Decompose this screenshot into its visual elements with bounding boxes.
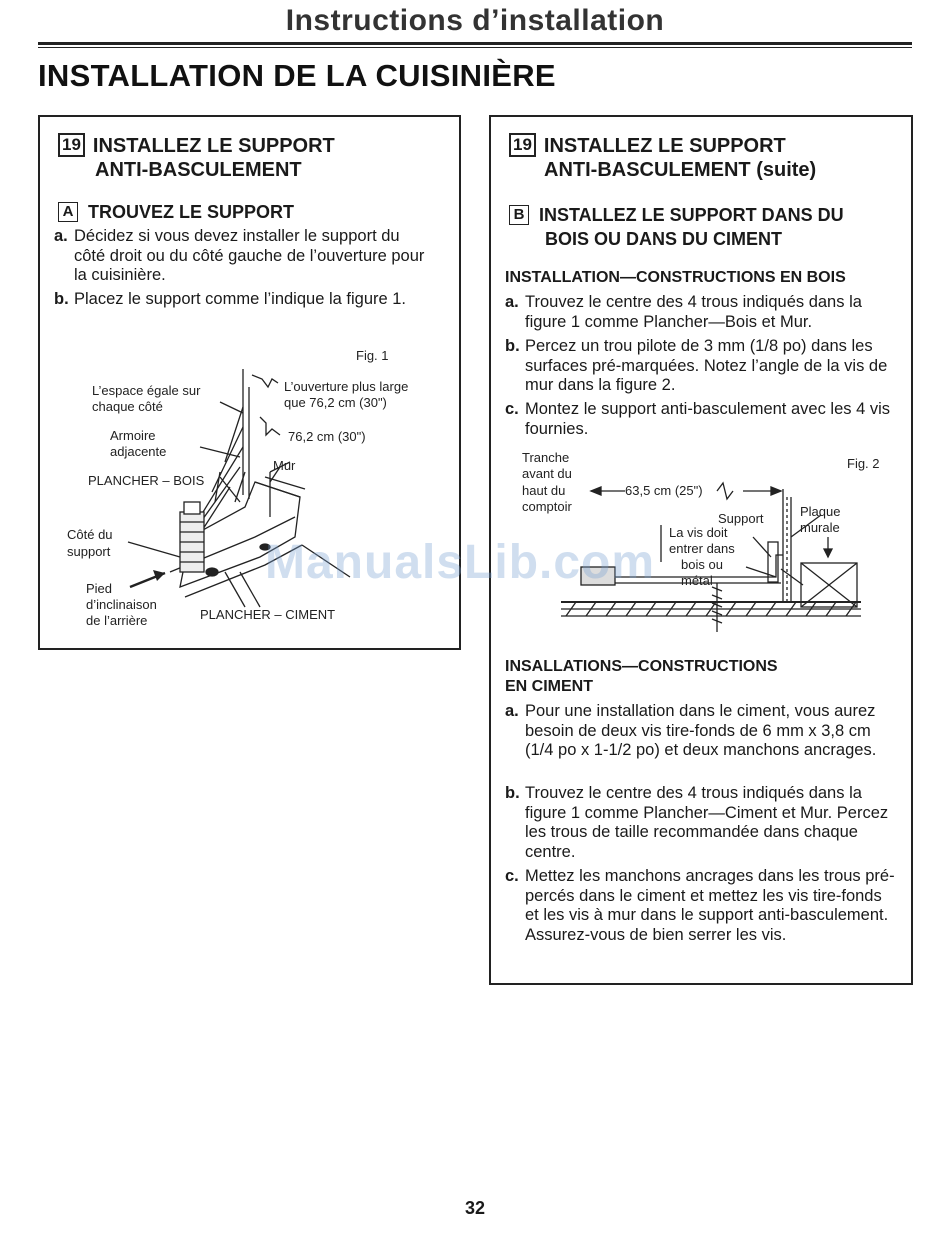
sub-heading-b-2: BOIS OU DANS DU CIMENT [545, 229, 783, 249]
fig1-label: 76,2 cm (30") [288, 429, 366, 444]
bois-heading: INSTALLATION—CONSTRUCTIONS EN BOIS [505, 269, 846, 286]
fig2-label: Plaque [800, 504, 841, 519]
heading-line: INSTALLEZ LE SUPPORT [92, 135, 335, 157]
list-item [505, 784, 897, 862]
item-text: Trouvez le centre des 4 trous indiqués dans la figure 1 comme Plancher—Bois et Mur. [525, 293, 862, 331]
header-rule [38, 42, 912, 45]
fig2-label: murale [800, 520, 840, 535]
fig1-label: PLANCHER – BOIS [88, 473, 205, 488]
sub-heading-text: INSTALLEZ LE SUPPORT DANS DU [539, 205, 844, 225]
left-step-heading-2: ANTI-BASCULEMENT [95, 159, 302, 181]
page-number: 32 [464, 1198, 486, 1218]
fig1-label: L’ouverture plus large [284, 379, 409, 394]
step-number: 19 [58, 133, 85, 157]
fig2-label: Support [718, 511, 764, 526]
ciment-heading: INSALLATIONS—CONSTRUCTIONS [505, 658, 778, 675]
item-text: Mettez les manchons ancrages dans les trous pré-percés dans le ciment et mettez les vis tire-fonds et les vis à mur dans le support anti-basculement. Assurez-vous de bien serrer les vis. [525, 867, 895, 944]
fig1-label: Armoire [110, 428, 156, 443]
fig2-label: entrer dans [669, 541, 735, 556]
fig1-label: adjacente [110, 444, 167, 459]
step-number: 19 [509, 133, 536, 157]
watermark: ManualsLib.com [265, 536, 656, 589]
fig1-label: Pied [86, 581, 113, 596]
fig1-caption: Fig. 1 [356, 348, 389, 363]
fig1-label: PLANCHER – CIMENT [200, 607, 336, 622]
item-text: Trouvez le centre des 4 trous indiqués dans la figure 1 comme Plancher—Ciment et Mur. Percez les trous de taille recommandée dans chaque centre. [525, 784, 889, 861]
fig1-label: Mur [273, 458, 296, 473]
fig1-label: Côté du [67, 527, 113, 542]
fig2-label: comptoir [522, 499, 572, 514]
item-letter: a. [505, 293, 519, 311]
item-text: Percez un trou pilote de 3 mm (1/8 po) dans les surfaces pré-marquées. Notez l’angle de la vis de mur dans la figure 2. [525, 337, 888, 394]
ciment-heading-2: EN CIMENT [505, 678, 593, 695]
fig2-dimension: 63,5 cm (25") [625, 483, 703, 498]
fig1-label: que 76,2 cm (30") [284, 395, 387, 410]
list-item [505, 867, 897, 945]
page-title: INSTALLATION DE LA CUISINIÈRE [38, 58, 556, 93]
fig1-label: support [67, 544, 111, 559]
fig2-label: métal [681, 573, 713, 588]
fig2-label: Tranche [522, 450, 570, 465]
item-text: Placez le support comme l’indique la figure 1. [74, 290, 407, 308]
item-letter: a. [54, 227, 68, 245]
fig2-label: La vis doit [669, 525, 728, 540]
item-text: Montez le support anti-basculement avec les 4 vis fournies. [525, 400, 891, 438]
item-text: Pour une installation dans le ciment, vous aurez besoin de deux vis tire-fonds de 6 mm x 3,8 cm (1/4 po x 1-1/2 po) et deux manchons ancrages. [525, 702, 877, 759]
fig1-label: de l’arrière [86, 613, 148, 628]
item-text: Décidez si vous devez installer le support du côté droit ou du côté gauche de l’ouverture pour la cuisinière. [74, 227, 425, 284]
sub-letter: B [509, 205, 529, 225]
fig1-label: L’espace égale sur [92, 383, 201, 398]
item-letter: a. [505, 702, 519, 720]
heading-line: ANTI-BASCULEMENT [544, 159, 751, 181]
heading-line: INSTALLEZ LE SUPPORT [543, 135, 786, 157]
sub-heading-text: TROUVEZ LE SUPPORT [88, 202, 295, 222]
item-letter: c. [505, 867, 519, 885]
fig1-label: chaque côté [92, 399, 163, 414]
item-letter: b. [54, 290, 69, 308]
list-item [505, 702, 897, 761]
fig2-label: bois ou [681, 557, 723, 572]
header-rule-thin [38, 47, 912, 48]
fig2-caption: Fig. 2 [847, 456, 880, 471]
heading-suite: (suite) [756, 159, 817, 181]
fig2-label: haut du [522, 483, 566, 498]
item-letter: b. [505, 784, 520, 802]
item-letter: b. [505, 337, 520, 355]
item-letter: c. [505, 400, 519, 418]
fig2-label: avant du [522, 466, 572, 481]
sub-letter: A [58, 202, 78, 222]
page-header: Instructions d’installation [285, 4, 665, 37]
fig1-label: d’inclinaison [86, 597, 157, 612]
